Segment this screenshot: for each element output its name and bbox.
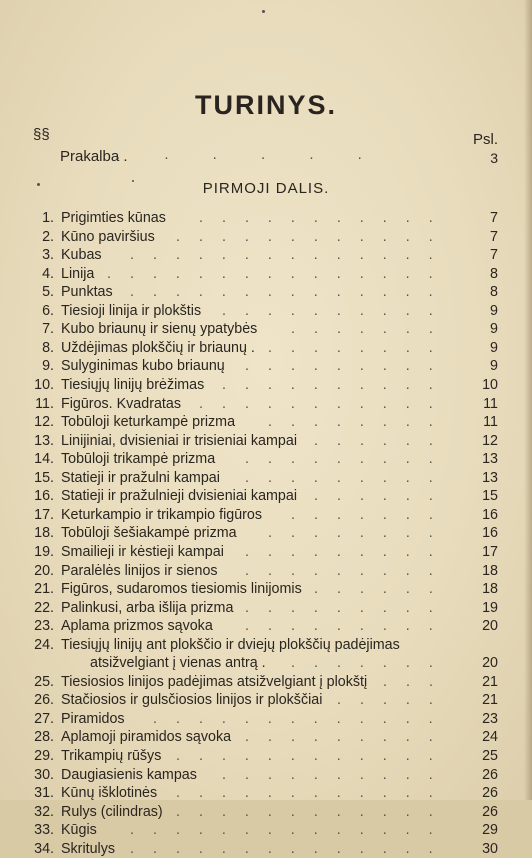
toc-entry-page-number: 13 [482,451,498,468]
toc-leader-dots: ............. [153,710,452,727]
toc-entry-title: Uždėjimas plokščių ir briaunų . [61,339,255,356]
ink-speck [262,10,265,13]
toc-leader-dots: ... [383,673,452,690]
toc-entry-title: Tobūloji šešiakampė prizma [61,525,237,542]
toc-entry-page-number: 8 [490,265,498,282]
toc-entry-page-number: 9 [490,302,498,319]
toc-entry-number: 2. [42,228,54,245]
toc-entry-page-number: 9 [490,339,498,356]
toc-entry-title: Kūnų išklotinės [61,785,158,802]
toc-entry-page-number: 9 [490,358,498,375]
toc-entry-title: Statieji ir pražulnieji dvisieniai kampai [61,488,298,505]
toc-entry-title: Sulyginimas kubo briaunų [61,358,225,375]
toc-entry-number: 16. [34,488,54,505]
toc-leader-dots: ............ [176,785,452,802]
toc-entry-number: 8. [42,339,54,356]
toc-entry-page-number: 24 [482,729,498,746]
toc-leader-dots: .............. [130,840,452,857]
toc-entry-title: Kubas [61,247,102,264]
toc-entry-number: 1. [42,210,54,226]
toc-entry-page-number: 7 [490,247,498,264]
preface-leader-dots: . . . . . . [116,146,382,163]
toc-entry-page-number: 8 [490,284,498,301]
toc-entry-page-number: 16 [482,506,498,523]
page-column-header: Psl. [472,131,498,148]
toc-entry-title: Tobūloji keturkampė prizma [61,414,236,431]
toc-leader-dots: ......... [245,469,452,486]
toc-entry-number: 26. [34,692,54,709]
toc-entry-page-number: 23 [482,710,498,727]
toc-entry-page-number: 25 [482,748,498,764]
toc-entry-title: Figūros, sudaromos tiesiomis linijomis [61,581,302,597]
toc-entry-page-number: 15 [482,488,498,505]
part-heading: PIRMOJI DALIS. [202,180,330,197]
toc-leader-dots: ......... [245,358,452,375]
toc-entry-page-number: 21 [482,673,498,690]
toc-leader-dots: .............. [130,247,452,264]
toc-entry-title: Figūros. Kvadratas [61,395,181,412]
toc-entry-title: Kūgis [61,822,97,839]
toc-leader-dots: .......... [222,302,452,319]
toc-entry-number: 27. [34,710,54,727]
toc-entry-title: Linija [61,265,95,282]
toc-entry-number: 34. [34,840,54,857]
toc-entry-number: 11. [35,395,54,412]
toc-entry-number: 14. [34,451,54,468]
toc-entry-title: Smailieji ir kėstieji kampai [61,543,224,560]
toc-entry-number: 21. [34,581,54,597]
toc-entry-number: 22. [34,599,54,616]
toc-leader-dots: ......... [245,543,452,560]
toc-entry-page-number: 26 [482,766,498,783]
toc-entry-title: Palinkusi, arba išlija prizma [61,599,234,616]
toc-leader-dots: ........... [199,395,452,412]
toc-entry-number: 7. [42,321,54,338]
toc-entry-page-number: 30 [482,840,498,857]
toc-entry-page-number: 13 [482,469,498,486]
toc-entry-title: Linijiniai, dvisieniai ir trisieniai kampai [61,432,297,449]
toc-entry-page-number: 29 [482,822,498,839]
toc-leader-dots: ....... [291,506,452,523]
toc-entry-page-number: 11 [483,395,498,412]
toc-leader-dots: ......... [245,562,452,579]
toc-entry-page-number: 16 [482,525,498,542]
toc-entry-continuation: atsižvelgiant į vienas antrą . [90,655,266,672]
toc-entry-page-number: 26 [482,803,498,820]
toc-entry-number: 29. [34,748,54,764]
toc-entry-page-number: 20 [482,618,498,635]
toc-entry-page-number: 19 [482,599,498,616]
toc-entry-title: Tiesiųjų linijų ant plokščio ir dviejų plokščių padėjimas [61,636,400,653]
toc-entry-title: Prigimties kūnas [61,210,166,226]
toc-leader-dots: ....... [291,655,452,672]
toc-leader-dots: ........ [268,414,452,431]
toc-entry-page-number: 7 [490,228,498,245]
toc-leader-dots: ........ [268,339,452,356]
toc-leader-dots: .......... [222,766,452,783]
toc-entry-number: 6. [42,302,54,319]
section-symbol-header: §§ [33,126,50,143]
page-title: TURINYS. [194,90,337,120]
toc-entry-number: 20. [34,562,54,579]
toc-entry-page-number: 17 [482,543,498,560]
toc-leader-dots: ......... [245,451,452,468]
toc-entry-number: 19. [34,543,54,560]
toc-leader-dots: ..... [337,692,452,709]
toc-entry-number: 25. [34,673,54,690]
toc-entry-page-number: 9 [490,321,498,338]
toc-leader-dots: ........ [268,525,452,542]
toc-entry-title: Keturkampio ir trikampio figūros [61,506,263,523]
toc-leader-dots: ...... [314,581,452,597]
toc-entry-page-number: 12 [482,432,498,449]
toc-entry-page-number: 20 [482,655,498,672]
toc-entry-page-number: 11 [483,414,498,431]
toc-entry-number: 32. [34,803,54,820]
toc-entry-title: Kubo briaunų ir sienų ypatybės [61,321,258,338]
toc-entry-number: 12. [34,414,54,431]
toc-entry-title: Tiesiųjų linijų brėžimas [61,377,205,393]
toc-entry-number: 13. [34,432,54,449]
toc-entry-title: Aplama prizmos sąvoka [61,618,213,635]
toc-entry-number: 3. [42,247,54,264]
toc-entry-number: 33. [34,822,54,839]
toc-leader-dots: ......... [245,599,452,616]
toc-leader-dots: ............ [176,228,452,245]
toc-entry-title: Piramidos [61,710,125,727]
toc-entry-title: Paralėlės linijos ir sienos [61,562,218,579]
toc-entry-title: Statieji ir pražulni kampai [61,469,220,486]
toc-entry-number: 4. [42,265,54,282]
toc-leader-dots: .......... [222,377,452,393]
toc-entry-page-number: 18 [482,581,498,597]
toc-leader-dots: .............. [130,284,452,301]
toc-entry-number: 18. [34,525,54,542]
toc-entry-number: 24. [34,636,54,653]
toc-entry-title: Rulys (cilindras) [61,803,163,820]
toc-entry-page-number: 26 [482,785,498,802]
toc-entry-number: 10. [34,377,54,393]
toc-entry-page-number: 7 [490,210,498,226]
toc-entry-page-number: 10 [482,377,498,393]
toc-entry-number: 15. [34,469,54,486]
toc-entry-title: Aplamoji piramidos sąvoka [61,729,232,746]
toc-entry-page-number: 18 [482,562,498,579]
toc-entry-title: Tiesioji linija ir plokštis [61,302,202,319]
toc-entry-title: Kūno paviršius [61,228,155,245]
toc-entry-title: Stačiosios ir gulsčiosios linijos ir plokščiai [61,692,323,709]
toc-leader-dots: ......... [245,618,452,635]
toc-leader-dots: ............ [176,803,452,820]
toc-leader-dots: ....... [291,321,452,338]
toc-entry-page-number: 21 [482,692,498,709]
toc-entry-number: 28. [34,729,54,746]
toc-entry-number: 23. [34,618,54,635]
toc-entry-title: Tobūloji trikampė prizma [61,451,216,468]
toc-entry-title: Skritulys [61,840,116,857]
toc-entry-number: 17. [34,506,54,523]
toc-entry-number: 30. [34,766,54,783]
toc-leader-dots: ............... [107,265,452,282]
toc-leader-dots: ........... [199,210,452,226]
toc-leader-dots: .............. [130,822,452,839]
toc-entry-title: Daugiasienis kampas [61,766,197,783]
toc-leader-dots: ............ [176,748,452,764]
toc-entry-title: Trikampių rūšys [61,748,162,764]
toc-entry-title: Tiesiosios linijos padėjimas atsižvelgiant į plokštį [61,673,368,690]
toc-leader-dots: ......... [245,729,452,746]
toc-leader-dots: ...... [314,488,452,505]
toc-entry-number: 9. [42,358,54,375]
toc-entry-number: 5. [42,284,54,301]
preface-label: Prakalba . [60,148,128,165]
preface-page-number: 3 [490,150,498,166]
toc-entry-title: Punktas [61,284,113,301]
toc-leader-dots: ...... [314,432,452,449]
toc-entry-number: 31. [34,785,54,802]
